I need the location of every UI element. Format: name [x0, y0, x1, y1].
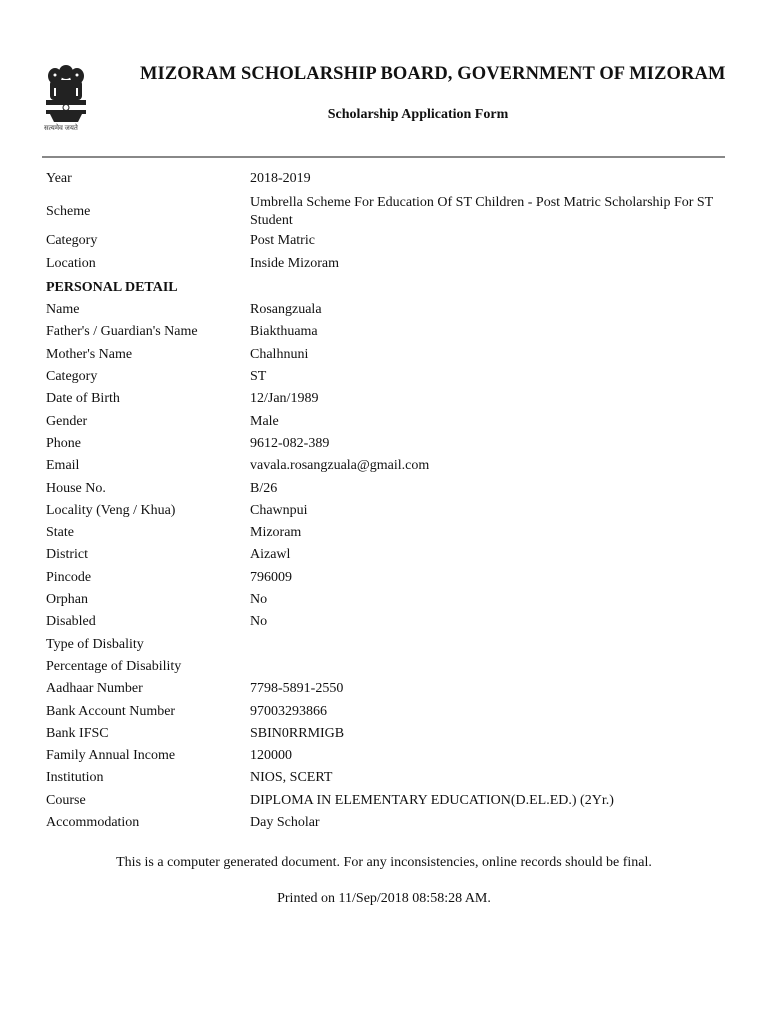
field-label: Aadhaar Number [46, 681, 143, 697]
field-value: DIPLOMA IN ELEMENTARY EDUCATION(D.EL.ED.) (2Yr.) [250, 792, 614, 808]
field-value: SBIN0RRMIGB [250, 725, 345, 741]
disclaimer-text: This is a computer generated document. For any inconsistencies, online records should be final. [116, 855, 652, 870]
field-value: 120000 [250, 748, 292, 764]
field-label: Year [46, 171, 72, 186]
detail-row [46, 457, 736, 479]
field-label: Father's / Guardian's Name [46, 324, 198, 340]
field-label: Scheme [46, 204, 91, 220]
printed-timestamp: Printed on 11/Sep/2018 08:58:28 AM. [277, 891, 491, 906]
field-label: Category [46, 369, 98, 385]
field-value: Post Matric [250, 233, 315, 249]
field-label: Accommodation [46, 815, 140, 831]
detail-row [46, 569, 736, 591]
field-label: Disabled [46, 614, 96, 630]
field-label: Location [46, 255, 96, 271]
field-label: Course [46, 792, 86, 808]
detail-row [46, 725, 736, 747]
field-value: Inside Mizoram [250, 255, 340, 271]
field-label: Type of Disbality [46, 636, 144, 652]
field-value: Male [250, 413, 279, 429]
field-value: vavala.rosangzuala@gmail.com [250, 458, 430, 474]
field-label: Category [46, 233, 98, 249]
detail-row [46, 591, 736, 613]
detail-row [46, 346, 736, 368]
field-value: Aizawl [250, 547, 291, 563]
detail-row [46, 769, 736, 791]
field-value [250, 658, 736, 680]
detail-row [46, 658, 736, 680]
field-value: Rosangzuala [250, 302, 322, 318]
detail-row [46, 368, 736, 390]
detail-row [46, 680, 736, 702]
field-value: Mizoram [250, 525, 302, 541]
field-value: Chalhnuni [250, 346, 309, 362]
field-label: Percentage of Disability [46, 658, 182, 674]
emblem-motto: सत्यमेव जयते [44, 124, 78, 132]
detail-row [46, 524, 736, 546]
detail-row [46, 301, 736, 323]
field-value: Biakthuama [250, 324, 318, 340]
field-label: Orphan [46, 592, 88, 608]
field-value [250, 636, 736, 658]
detail-row [46, 480, 736, 502]
field-label: Name [46, 302, 80, 318]
detail-row [46, 255, 736, 277]
detail-row [46, 232, 736, 254]
field-label: State [46, 525, 74, 541]
field-value: 97003293866 [250, 703, 327, 719]
field-label: House No. [46, 480, 106, 496]
detail-row [46, 792, 736, 814]
field-label: Institution [46, 770, 104, 786]
field-value: 2018-2019 [250, 171, 311, 186]
detail-row [46, 546, 736, 568]
field-label: District [46, 547, 88, 563]
field-label: Family Annual Income [46, 748, 176, 764]
field-label: Phone [46, 435, 81, 451]
field-value: NIOS, SCERT [250, 770, 333, 786]
field-value: 9612-082-389 [250, 435, 330, 451]
section-heading-personal: PERSONAL DETAIL [46, 279, 178, 295]
form-subtitle: Scholarship Application Form [327, 107, 509, 122]
detail-row [46, 192, 736, 232]
field-value: 7798-5891-2550 [250, 681, 344, 697]
field-value: Umbrella Scheme For Education Of ST Children - Post Matric Scholarship For ST Student [250, 195, 713, 229]
detail-row [46, 814, 736, 836]
field-label: Email [46, 458, 80, 474]
detail-row [46, 636, 736, 658]
detail-row [46, 502, 736, 524]
field-value: No [250, 614, 268, 630]
detail-row [46, 613, 736, 635]
detail-row [46, 703, 736, 725]
field-value: B/26 [250, 480, 278, 496]
detail-row [46, 390, 736, 412]
field-value: Chawnpui [250, 502, 308, 518]
field-value: Day Scholar [250, 815, 320, 831]
field-value: 796009 [250, 569, 292, 585]
detail-row [46, 435, 736, 457]
field-value: ST [250, 369, 267, 385]
detail-row [46, 323, 736, 345]
detail-row [46, 413, 736, 435]
detail-row [46, 170, 736, 192]
field-label: Gender [46, 413, 88, 429]
field-label: Bank Account Number [46, 703, 176, 719]
field-label: Bank IFSC [46, 725, 109, 741]
field-label: Mother's Name [46, 346, 133, 362]
field-value: 12/Jan/1989 [250, 391, 319, 407]
field-label: Locality (Veng / Khua) [46, 502, 176, 518]
field-label: Pincode [46, 569, 92, 585]
field-value: No [250, 592, 268, 608]
header-divider [42, 156, 725, 158]
detail-row [46, 747, 736, 769]
form-details [46, 170, 736, 836]
document-title: MIZORAM SCHOLARSHIP BOARD, GOVERNMENT OF MIZORAM [140, 64, 726, 84]
field-label: Date of Birth [46, 391, 120, 407]
